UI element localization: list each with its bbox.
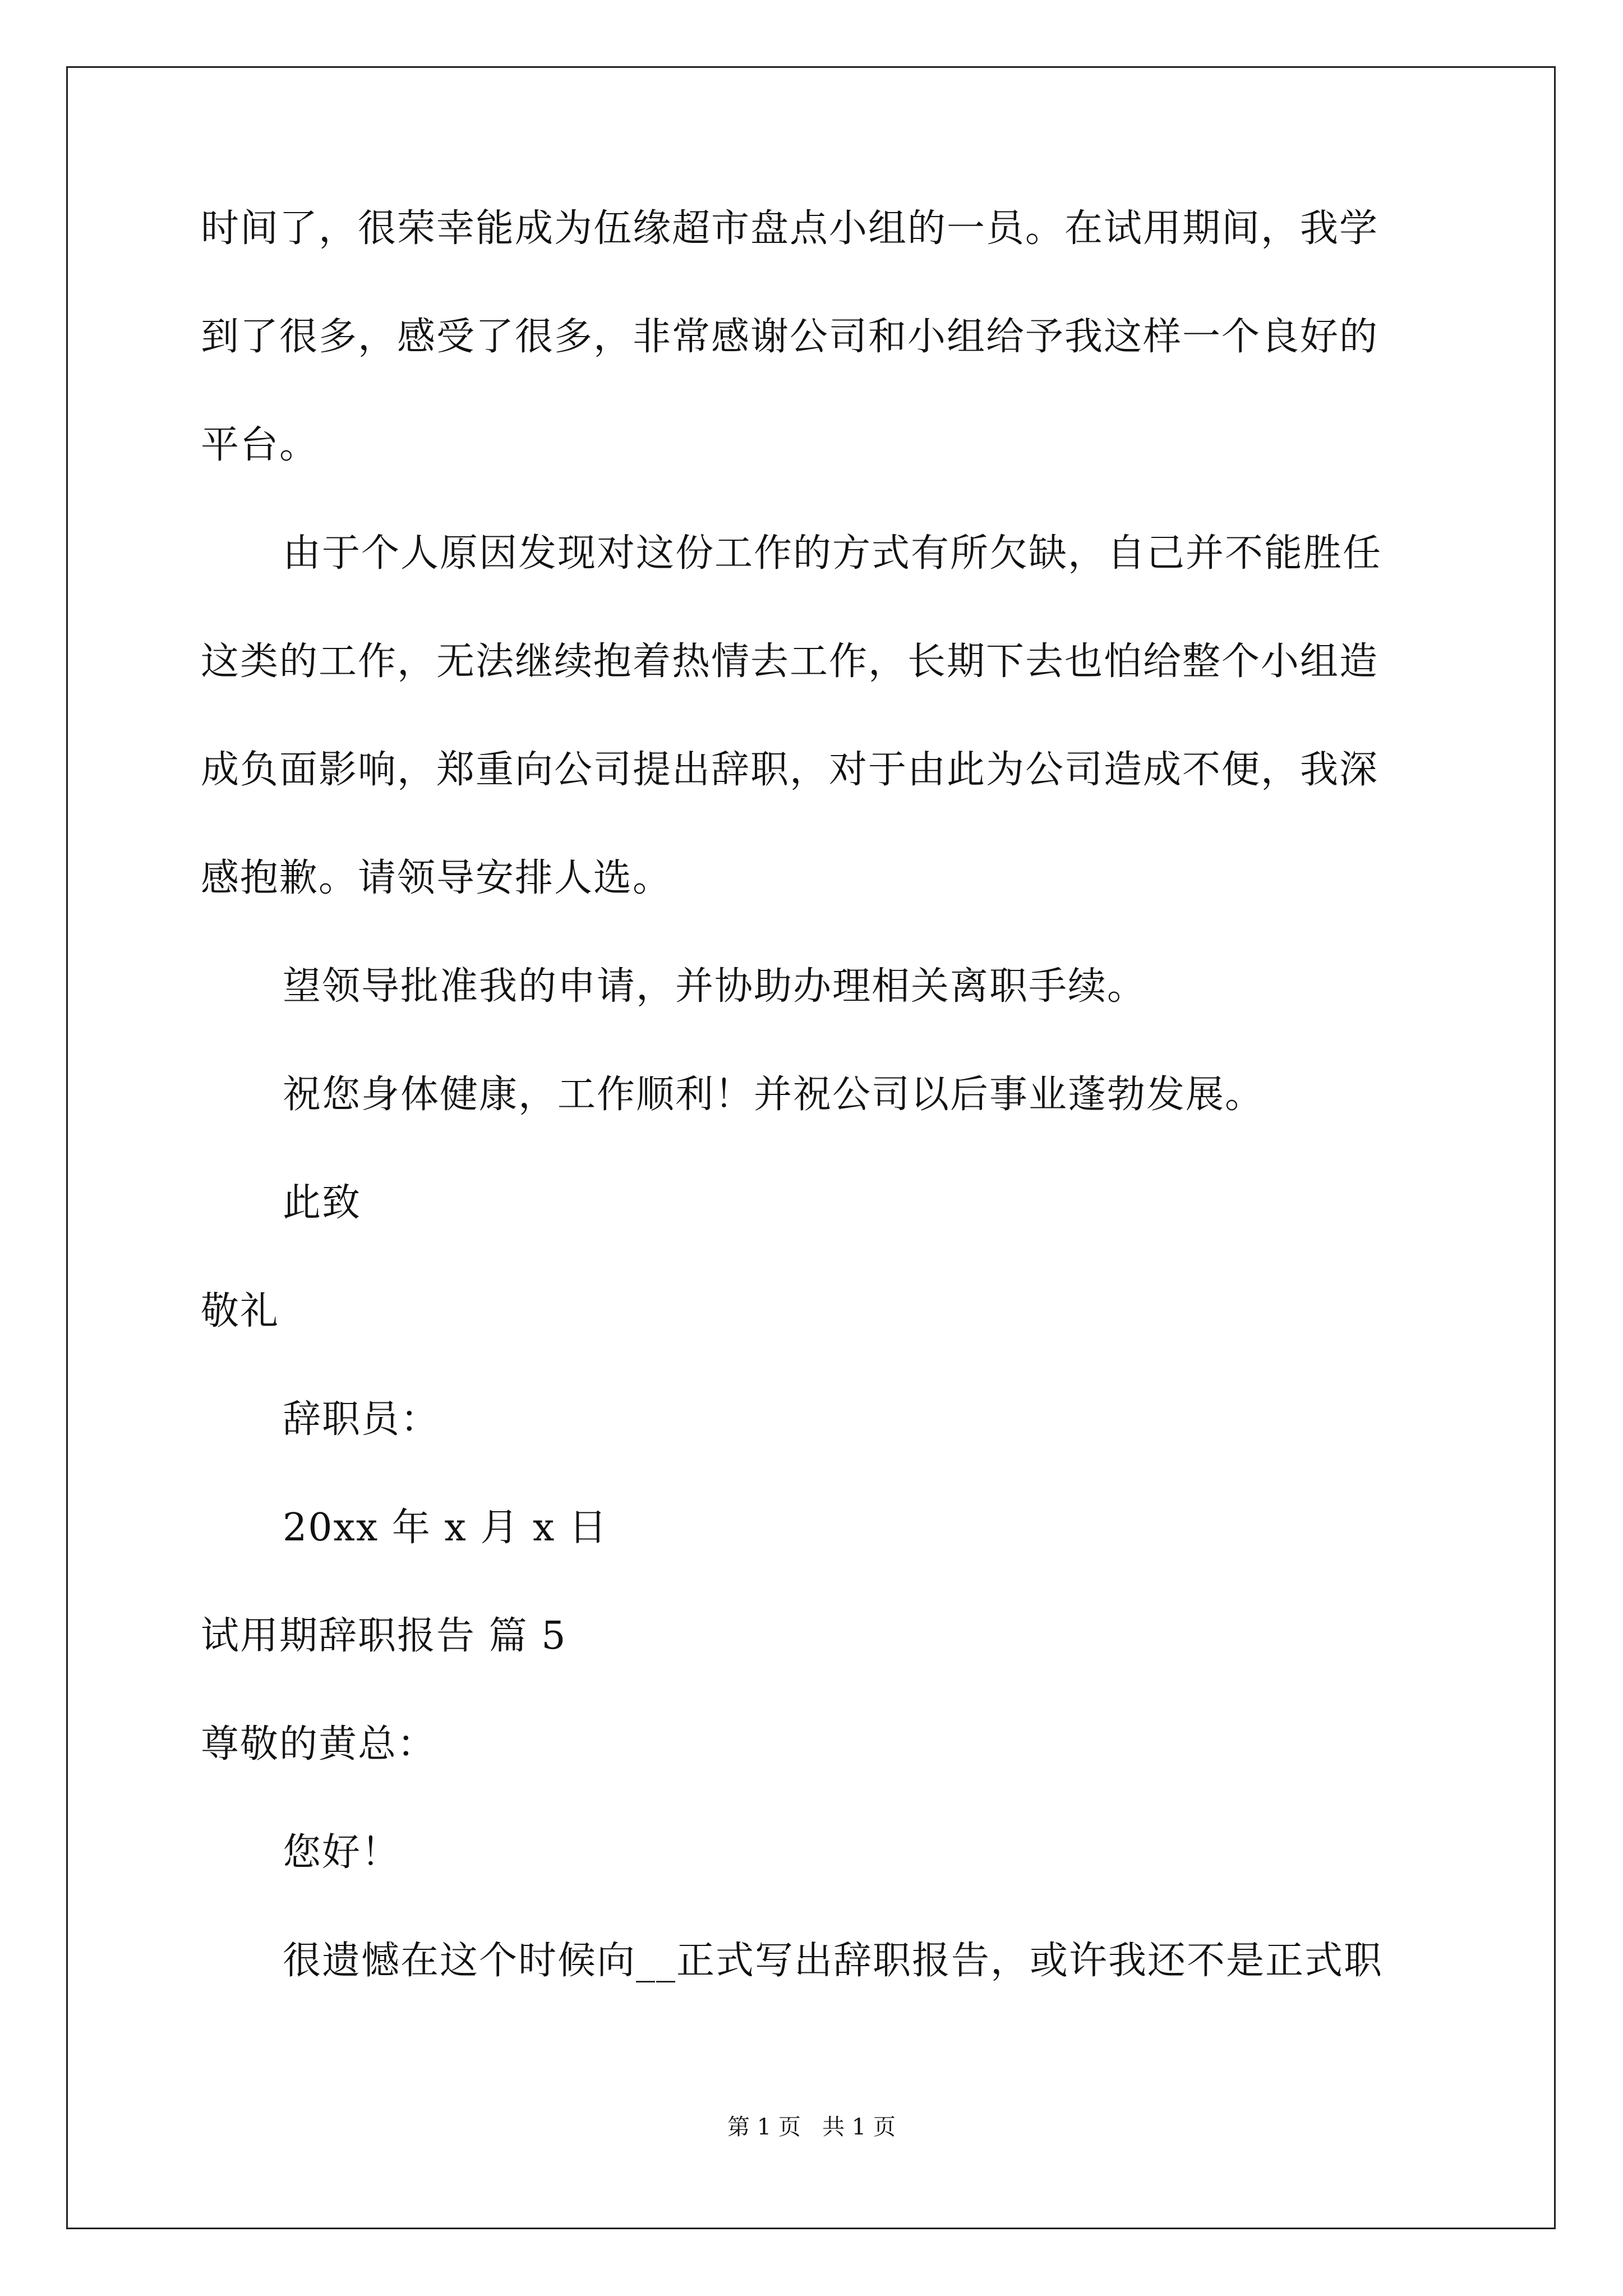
body-line: 感抱歉。请领导安排人选。	[201, 856, 672, 900]
greeting-line: 尊敬的黄总：	[201, 1722, 437, 1766]
page-footer: 第 1 页 共 1 页	[727, 2114, 896, 2140]
body-line: 成负面影响，郑重向公司提出辞职，对于由此为公司造成不便，我深	[201, 748, 1379, 792]
document-body	[201, 202, 1429, 2042]
body-line: 由于个人原因发现对这份工作的方式有所欠缺，自己并不能胜任	[283, 531, 1382, 576]
body-line: 您好！	[283, 1830, 401, 1875]
body-line: 时间了，很荣幸能成为伍缘超市盘点小组的一员。在试用期间，我学	[201, 206, 1379, 251]
body-line: 很遗憾在这个时候向__正式写出辞职报告，或许我还不是正式职	[283, 1939, 1384, 1983]
body-line: 望领导批准我的申请，并协助办理相关离职手续。	[283, 964, 1147, 1009]
closing-line: 此致	[283, 1181, 362, 1225]
body-line: 这类的工作，无法继续抱着热情去工作，长期下去也怕给整个小组造	[201, 639, 1379, 684]
date-line: 20xx 年 x 月 x 日	[283, 1506, 608, 1550]
section-heading: 试用期辞职报告 篇 5	[201, 1614, 567, 1658]
salutation-line: 敬礼	[201, 1289, 280, 1333]
body-line: 祝您身体健康，工作顺利！并祝公司以后事业蓬勃发展。	[283, 1073, 1265, 1117]
body-line: 平台。	[201, 423, 319, 467]
signature-line: 辞职员：	[283, 1397, 440, 1442]
body-line: 到了很多，感受了很多，非常感谢公司和小组给予我这样一个良好的	[201, 315, 1379, 359]
